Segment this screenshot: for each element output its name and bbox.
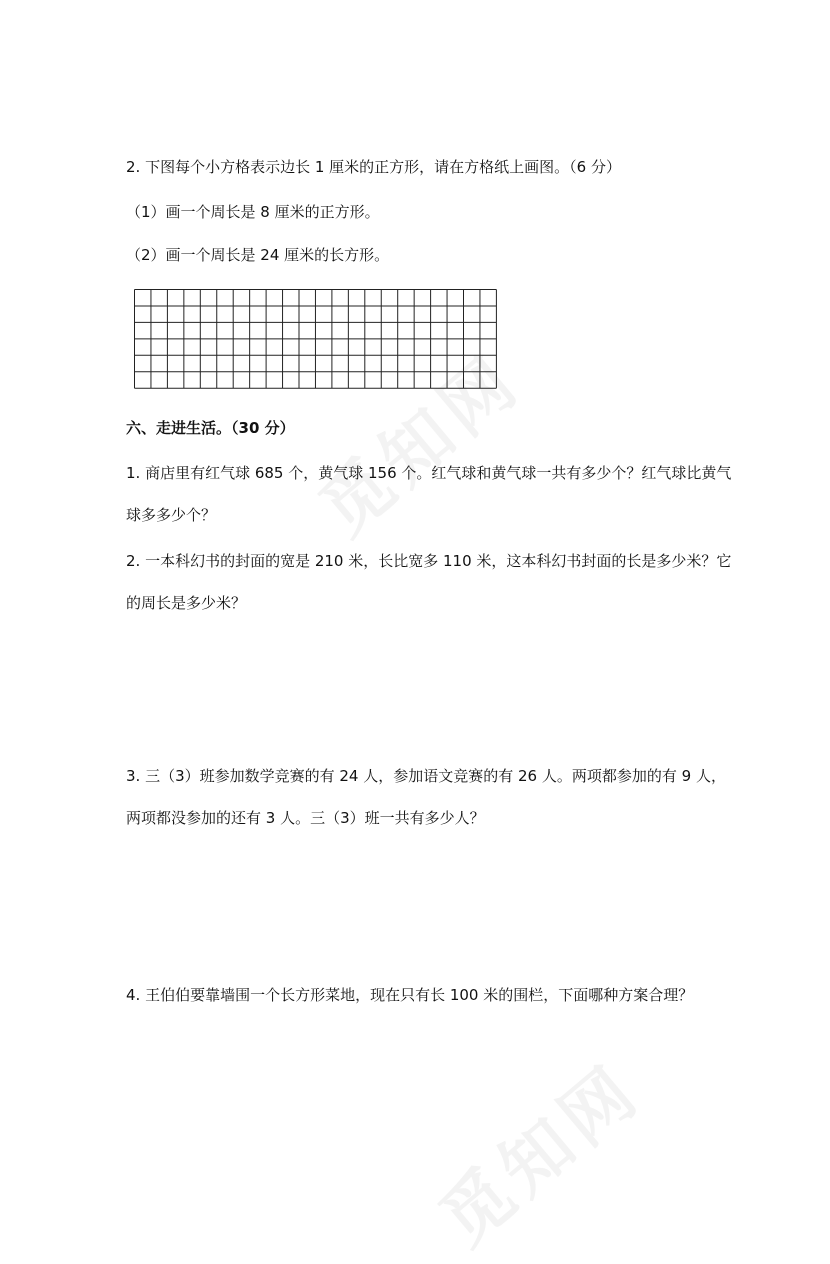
question-6-1-line-1: 1. 商店里有红气球 685 个，黄气球 156 个。红气球和黄气球一共有多少个？红气球比黄气 [126, 464, 732, 482]
question-6-2-line-1: 2. 一本科幻书的封面的宽是 210 米，长比宽多 110 米，这本科幻书封面的长是多少米？它 [126, 552, 732, 570]
question-6-3-line-1: 3. 三（3）班参加数学竞赛的有 24 人，参加语文竞赛的有 26 人。两项都参加的有 9 人， [126, 767, 726, 785]
question-5-2-title: 2. 下图每个小方格表示边长 1 厘米的正方形，请在方格纸上画图。（6 分） [126, 158, 621, 176]
question-5-2-part-2: （2）画一个周长是 24 厘米的长方形。 [126, 246, 390, 264]
question-6-1-line-2: 球多多少个？ [126, 506, 217, 524]
question-6-3-line-2: 两项都没参加的还有 3 人。三（3）班一共有多少人？ [126, 809, 485, 827]
section-6-heading: 六、走进生活。（30 分） [126, 419, 295, 437]
question-6-4-line-1: 4. 王伯伯要靠墙围一个长方形菜地，现在只有长 100 米的围栏，下面哪种方案合理？ [126, 986, 694, 1004]
question-5-2-part-1: （1）画一个周长是 8 厘米的正方形。 [126, 203, 380, 221]
question-6-2-line-2: 的周长是多少米？ [126, 594, 247, 612]
square-grid-paper[interactable] [134, 289, 498, 390]
watermark-text-bottom [415, 1037, 659, 1264]
